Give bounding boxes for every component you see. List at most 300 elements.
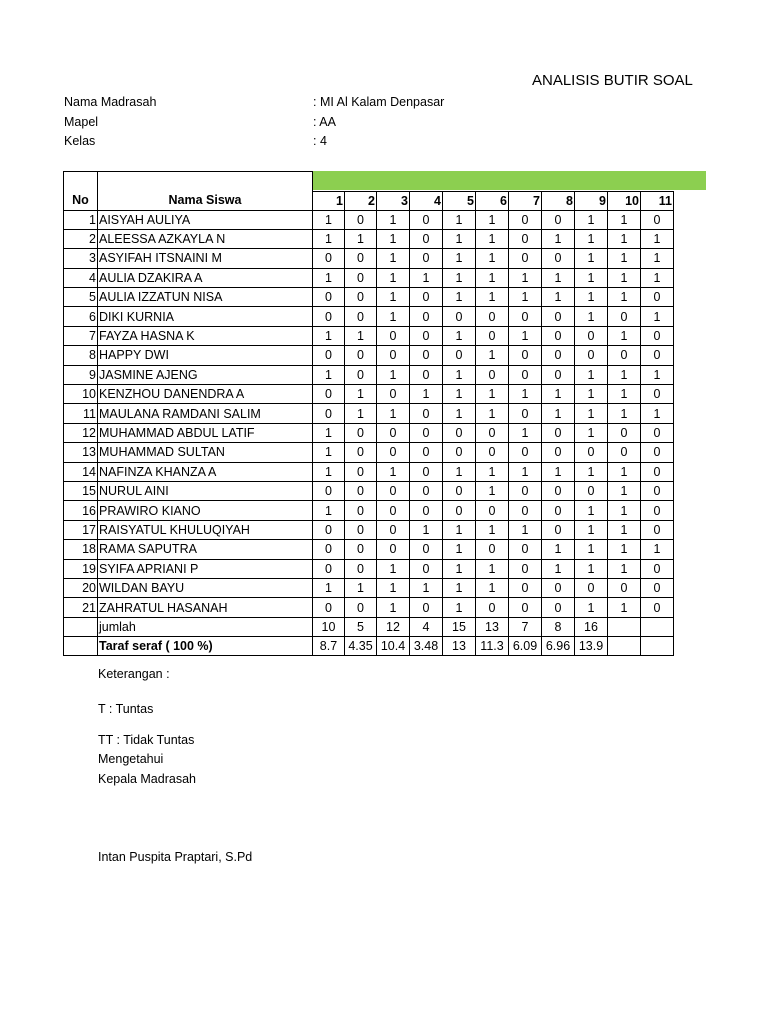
student-name: JASMINE AJENG xyxy=(98,365,313,384)
score-cell: 1 xyxy=(575,288,608,307)
notes-mengetahui: Mengetahui xyxy=(98,752,164,766)
spacer-question-cell xyxy=(443,172,476,192)
score-cell: 0 xyxy=(313,288,345,307)
score-cell: 1 xyxy=(608,481,641,500)
header-spacer-row xyxy=(64,172,674,192)
col-header-question: 11 xyxy=(641,191,674,210)
score-cell: 1 xyxy=(443,249,476,268)
score-cell: 0 xyxy=(542,326,575,345)
spacer-question-cell xyxy=(345,172,377,192)
score-cell: 0 xyxy=(410,462,443,481)
score-cell: 0 xyxy=(443,481,476,500)
score-cell: 0 xyxy=(345,481,377,500)
table-row xyxy=(64,249,674,268)
table-row xyxy=(64,501,674,520)
score-cell: 1 xyxy=(641,404,674,423)
spacer-question-cell xyxy=(377,172,410,192)
student-name: KENZHOU DANENDRA A xyxy=(98,385,313,404)
score-cell: 0 xyxy=(345,365,377,384)
score-cell: 1 xyxy=(345,578,377,597)
score-cell: 0 xyxy=(641,346,674,365)
score-cell: 1 xyxy=(377,210,410,229)
score-cell: 1 xyxy=(476,268,509,287)
table-row xyxy=(64,540,674,559)
score-cell: 0 xyxy=(313,385,345,404)
score-cell: 0 xyxy=(410,346,443,365)
score-cell: 1 xyxy=(509,326,542,345)
score-cell: 1 xyxy=(542,385,575,404)
difficulty-no-cell xyxy=(64,637,98,656)
signer-name: Intan Puspita Praptari, S.Pd xyxy=(98,850,253,864)
score-cell: 0 xyxy=(345,540,377,559)
score-cell: 1 xyxy=(575,385,608,404)
score-cell: 1 xyxy=(313,423,345,442)
table-row xyxy=(64,520,674,539)
score-cell: 1 xyxy=(608,462,641,481)
score-cell: 0 xyxy=(509,229,542,248)
score-cell: 1 xyxy=(410,520,443,539)
table-row xyxy=(64,210,674,229)
score-cell: 0 xyxy=(641,385,674,404)
total-cell xyxy=(641,617,674,636)
score-cell: 0 xyxy=(509,481,542,500)
score-cell: 1 xyxy=(509,520,542,539)
total-cell: 7 xyxy=(509,617,542,636)
score-cell: 0 xyxy=(345,423,377,442)
meta-value-madrasah: : MI Al Kalam Denpasar xyxy=(313,95,445,109)
score-cell: 0 xyxy=(575,578,608,597)
student-name: MAULANA RAMDANI SALIM xyxy=(98,404,313,423)
score-cell: 1 xyxy=(410,268,443,287)
score-cell: 0 xyxy=(377,443,410,462)
score-cell: 0 xyxy=(345,210,377,229)
score-cell: 1 xyxy=(377,404,410,423)
score-cell: 1 xyxy=(575,423,608,442)
row-number: 13 xyxy=(64,443,98,462)
score-cell: 0 xyxy=(410,365,443,384)
difficulty-label: Taraf seraf ( 100 %) xyxy=(98,637,313,656)
score-cell: 1 xyxy=(313,268,345,287)
row-number: 18 xyxy=(64,540,98,559)
score-cell: 1 xyxy=(575,404,608,423)
difficulty-cell: 13.9 xyxy=(575,637,608,656)
score-cell: 1 xyxy=(443,385,476,404)
score-cell: 0 xyxy=(410,404,443,423)
meta-label-kelas: Kelas xyxy=(64,134,96,148)
score-cell: 1 xyxy=(443,578,476,597)
score-cell: 1 xyxy=(542,462,575,481)
score-cell: 0 xyxy=(313,481,345,500)
score-cell: 0 xyxy=(542,501,575,520)
score-cell: 1 xyxy=(641,268,674,287)
score-cell: 0 xyxy=(641,520,674,539)
score-cell: 0 xyxy=(542,578,575,597)
score-cell: 1 xyxy=(608,501,641,520)
score-cell: 1 xyxy=(443,462,476,481)
score-cell: 0 xyxy=(509,210,542,229)
score-cell: 1 xyxy=(608,540,641,559)
spacer-question-cell xyxy=(542,172,575,192)
table-row xyxy=(64,365,674,384)
score-cell: 0 xyxy=(377,520,410,539)
col-header-question: 7 xyxy=(509,191,542,210)
total-cell: 13 xyxy=(476,617,509,636)
col-header-question: 4 xyxy=(410,191,443,210)
score-cell: 1 xyxy=(313,229,345,248)
row-number: 15 xyxy=(64,481,98,500)
score-cell: 1 xyxy=(377,559,410,578)
spacer-question-cell xyxy=(509,172,542,192)
score-cell: 1 xyxy=(443,229,476,248)
row-number: 1 xyxy=(64,210,98,229)
total-cell: 4 xyxy=(410,617,443,636)
score-cell: 0 xyxy=(509,346,542,365)
difficulty-cell: 6.09 xyxy=(509,637,542,656)
notes-tuntas: T : Tuntas xyxy=(98,702,154,716)
row-number: 20 xyxy=(64,578,98,597)
student-name: HAPPY DWI xyxy=(98,346,313,365)
spacer-question-cell xyxy=(313,172,345,192)
score-cell: 0 xyxy=(542,481,575,500)
score-cell: 0 xyxy=(313,540,345,559)
score-cell: 1 xyxy=(476,385,509,404)
student-name: NAFINZA KHANZA A xyxy=(98,462,313,481)
score-cell: 0 xyxy=(345,501,377,520)
score-cell: 0 xyxy=(313,598,345,617)
score-cell: 1 xyxy=(476,210,509,229)
score-cell: 0 xyxy=(509,501,542,520)
score-cell: 0 xyxy=(410,423,443,442)
score-cell: 1 xyxy=(542,268,575,287)
score-cell: 1 xyxy=(443,365,476,384)
score-cell: 1 xyxy=(313,326,345,345)
table-row xyxy=(64,288,674,307)
score-cell: 0 xyxy=(509,578,542,597)
analysis-table xyxy=(63,171,674,656)
score-cell: 1 xyxy=(377,249,410,268)
score-cell: 0 xyxy=(542,423,575,442)
row-number: 17 xyxy=(64,520,98,539)
score-cell: 1 xyxy=(608,520,641,539)
score-cell: 0 xyxy=(575,346,608,365)
score-cell: 1 xyxy=(476,578,509,597)
score-cell: 0 xyxy=(641,598,674,617)
score-cell: 1 xyxy=(641,249,674,268)
score-cell: 1 xyxy=(345,404,377,423)
document-title: ANALISIS BUTIR SOAL xyxy=(532,72,693,89)
table-row xyxy=(64,423,674,442)
score-cell: 1 xyxy=(476,559,509,578)
spacer-question-cell xyxy=(410,172,443,192)
score-cell: 1 xyxy=(377,307,410,326)
difficulty-cell: 10.4 xyxy=(377,637,410,656)
score-cell: 0 xyxy=(313,404,345,423)
table-row xyxy=(64,598,674,617)
score-cell: 1 xyxy=(575,462,608,481)
score-cell: 0 xyxy=(313,307,345,326)
score-cell: 1 xyxy=(377,598,410,617)
score-cell: 0 xyxy=(641,481,674,500)
col-header-question: 3 xyxy=(377,191,410,210)
score-cell: 0 xyxy=(313,346,345,365)
difficulty-cell: 4.35 xyxy=(345,637,377,656)
notes-kepala-madrasah: Kepala Madrasah xyxy=(98,772,196,786)
student-name: WILDAN BAYU xyxy=(98,578,313,597)
score-cell: 0 xyxy=(542,598,575,617)
score-cell: 1 xyxy=(476,229,509,248)
table-row xyxy=(64,462,674,481)
score-cell: 0 xyxy=(641,326,674,345)
row-number: 12 xyxy=(64,423,98,442)
score-cell: 0 xyxy=(345,598,377,617)
score-cell: 1 xyxy=(575,598,608,617)
score-cell: 0 xyxy=(410,540,443,559)
score-cell: 0 xyxy=(608,423,641,442)
score-cell: 1 xyxy=(608,249,641,268)
score-cell: 0 xyxy=(575,481,608,500)
score-cell: 1 xyxy=(641,540,674,559)
col-header-no: No xyxy=(64,191,98,210)
score-cell: 1 xyxy=(542,229,575,248)
score-cell: 1 xyxy=(313,501,345,520)
score-cell: 1 xyxy=(509,423,542,442)
total-row xyxy=(64,617,674,636)
score-cell: 0 xyxy=(641,462,674,481)
student-name: NURUL AINI xyxy=(98,481,313,500)
score-cell: 0 xyxy=(509,404,542,423)
student-name: RAMA SAPUTRA xyxy=(98,540,313,559)
score-cell: 0 xyxy=(410,249,443,268)
score-cell: 1 xyxy=(377,288,410,307)
row-number: 10 xyxy=(64,385,98,404)
difficulty-cell: 13 xyxy=(443,637,476,656)
score-cell: 0 xyxy=(377,540,410,559)
score-cell: 0 xyxy=(641,210,674,229)
score-cell: 1 xyxy=(476,249,509,268)
col-header-question: 5 xyxy=(443,191,476,210)
table-row xyxy=(64,578,674,597)
student-name: DIKI KURNIA xyxy=(98,307,313,326)
score-cell: 1 xyxy=(509,268,542,287)
score-cell: 0 xyxy=(345,346,377,365)
score-cell: 0 xyxy=(476,501,509,520)
score-cell: 0 xyxy=(509,307,542,326)
score-cell: 0 xyxy=(476,598,509,617)
score-cell: 1 xyxy=(476,462,509,481)
score-cell: 1 xyxy=(313,578,345,597)
spacer-no-cell xyxy=(64,172,98,192)
score-cell: 1 xyxy=(345,326,377,345)
score-cell: 0 xyxy=(542,443,575,462)
col-header-question: 6 xyxy=(476,191,509,210)
score-cell: 0 xyxy=(345,307,377,326)
score-cell: 1 xyxy=(542,288,575,307)
total-no-cell xyxy=(64,617,98,636)
difficulty-cell: 8.7 xyxy=(313,637,345,656)
score-cell: 0 xyxy=(345,249,377,268)
score-cell: 0 xyxy=(608,578,641,597)
score-cell: 0 xyxy=(377,501,410,520)
table-row xyxy=(64,326,674,345)
score-cell: 1 xyxy=(575,365,608,384)
row-number: 14 xyxy=(64,462,98,481)
row-number: 21 xyxy=(64,598,98,617)
score-cell: 0 xyxy=(313,559,345,578)
score-cell: 0 xyxy=(641,578,674,597)
difficulty-cell: 11.3 xyxy=(476,637,509,656)
score-cell: 1 xyxy=(443,288,476,307)
score-cell: 0 xyxy=(410,559,443,578)
table-row xyxy=(64,229,674,248)
score-cell: 0 xyxy=(410,326,443,345)
student-name: AULIA DZAKIRA A xyxy=(98,268,313,287)
score-cell: 1 xyxy=(575,229,608,248)
meta-label-madrasah: Nama Madrasah xyxy=(64,95,157,109)
score-cell: 1 xyxy=(345,385,377,404)
col-header-question: 10 xyxy=(608,191,641,210)
score-cell: 1 xyxy=(641,365,674,384)
table-row xyxy=(64,346,674,365)
col-header-question: 1 xyxy=(313,191,345,210)
score-cell: 0 xyxy=(542,346,575,365)
meta-value-kelas: : 4 xyxy=(313,134,327,148)
student-name: ALEESSA AZKAYLA N xyxy=(98,229,313,248)
score-cell: 0 xyxy=(542,249,575,268)
score-cell: 1 xyxy=(313,210,345,229)
table-row xyxy=(64,307,674,326)
score-cell: 0 xyxy=(345,268,377,287)
difficulty-cell: 6.96 xyxy=(542,637,575,656)
score-cell: 1 xyxy=(575,520,608,539)
score-cell: 1 xyxy=(313,443,345,462)
spacer-question-cell xyxy=(476,172,509,192)
score-cell: 0 xyxy=(345,559,377,578)
score-cell: 1 xyxy=(542,559,575,578)
total-cell: 12 xyxy=(377,617,410,636)
score-cell: 0 xyxy=(542,307,575,326)
difficulty-cell xyxy=(641,637,674,656)
table-row xyxy=(64,559,674,578)
score-cell: 1 xyxy=(608,210,641,229)
score-cell: 1 xyxy=(608,559,641,578)
score-cell: 0 xyxy=(313,520,345,539)
score-cell: 1 xyxy=(608,598,641,617)
score-cell: 1 xyxy=(410,578,443,597)
total-cell: 5 xyxy=(345,617,377,636)
score-cell: 0 xyxy=(410,288,443,307)
total-cell: 16 xyxy=(575,617,608,636)
score-cell: 1 xyxy=(443,326,476,345)
score-cell: 0 xyxy=(313,249,345,268)
score-cell: 1 xyxy=(345,229,377,248)
score-cell: 1 xyxy=(575,268,608,287)
score-cell: 0 xyxy=(608,443,641,462)
score-cell: 1 xyxy=(542,540,575,559)
score-cell: 1 xyxy=(377,462,410,481)
score-cell: 0 xyxy=(410,598,443,617)
score-cell: 1 xyxy=(443,404,476,423)
score-cell: 1 xyxy=(313,462,345,481)
spacer-name-cell xyxy=(98,172,313,192)
total-cell xyxy=(608,617,641,636)
row-number: 4 xyxy=(64,268,98,287)
col-header-name: Nama Siswa xyxy=(98,191,313,210)
score-cell: 1 xyxy=(443,520,476,539)
score-cell: 1 xyxy=(476,520,509,539)
total-cell: 8 xyxy=(542,617,575,636)
score-cell: 0 xyxy=(410,210,443,229)
score-cell: 0 xyxy=(542,520,575,539)
spacer-question-cell xyxy=(575,172,608,192)
score-cell: 0 xyxy=(575,443,608,462)
score-cell: 1 xyxy=(608,404,641,423)
score-cell: 0 xyxy=(641,423,674,442)
col-header-question: 2 xyxy=(345,191,377,210)
student-name: ZAHRATUL HASANAH xyxy=(98,598,313,617)
score-cell: 1 xyxy=(575,559,608,578)
score-cell: 0 xyxy=(641,288,674,307)
student-name: ASYIFAH ITSNAINI M xyxy=(98,249,313,268)
score-cell: 1 xyxy=(608,288,641,307)
row-number: 6 xyxy=(64,307,98,326)
col-header-question: 8 xyxy=(542,191,575,210)
student-name: AULIA IZZATUN NISA xyxy=(98,288,313,307)
score-cell: 1 xyxy=(313,365,345,384)
student-name: AISYAH AULIYA xyxy=(98,210,313,229)
score-cell: 0 xyxy=(377,346,410,365)
score-cell: 1 xyxy=(476,346,509,365)
score-cell: 0 xyxy=(542,365,575,384)
score-cell: 1 xyxy=(575,501,608,520)
score-cell: 0 xyxy=(410,501,443,520)
score-cell: 1 xyxy=(476,288,509,307)
score-cell: 0 xyxy=(410,229,443,248)
total-cell: 10 xyxy=(313,617,345,636)
score-cell: 0 xyxy=(575,326,608,345)
row-number: 7 xyxy=(64,326,98,345)
student-name: MUHAMMAD SULTAN xyxy=(98,443,313,462)
score-cell: 0 xyxy=(509,443,542,462)
student-name: RAISYATUL KHULUQIYAH xyxy=(98,520,313,539)
score-cell: 0 xyxy=(377,326,410,345)
score-cell: 1 xyxy=(443,598,476,617)
score-cell: 1 xyxy=(641,229,674,248)
score-cell: 1 xyxy=(476,481,509,500)
table-row xyxy=(64,385,674,404)
score-cell: 1 xyxy=(443,559,476,578)
score-cell: 0 xyxy=(509,598,542,617)
row-number: 5 xyxy=(64,288,98,307)
score-cell: 0 xyxy=(410,443,443,462)
score-cell: 1 xyxy=(377,229,410,248)
score-cell: 1 xyxy=(542,404,575,423)
score-cell: 1 xyxy=(509,385,542,404)
row-number: 19 xyxy=(64,559,98,578)
row-number: 8 xyxy=(64,346,98,365)
score-cell: 0 xyxy=(476,326,509,345)
meta-label-mapel: Mapel xyxy=(64,115,99,129)
col-header-question: 9 xyxy=(575,191,608,210)
score-cell: 1 xyxy=(443,540,476,559)
score-cell: 0 xyxy=(443,307,476,326)
score-cell: 0 xyxy=(443,346,476,365)
difficulty-row xyxy=(64,637,674,656)
score-cell: 0 xyxy=(641,443,674,462)
notes-tidak-tuntas: TT : Tidak Tuntas xyxy=(98,733,195,747)
score-cell: 0 xyxy=(410,307,443,326)
table-row xyxy=(64,443,674,462)
difficulty-cell: 3.48 xyxy=(410,637,443,656)
